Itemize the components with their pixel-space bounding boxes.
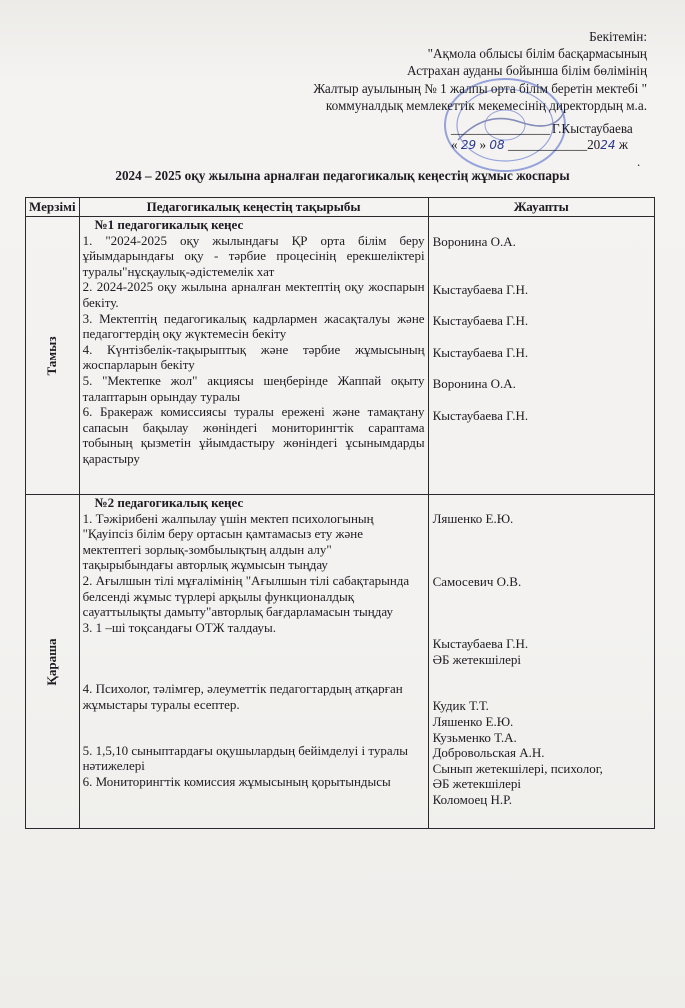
approval-line-2: Астрахан ауданы бойынша білім бөлімінің [407, 63, 647, 79]
table-row [26, 217, 655, 495]
responsible-name: Кузьменко Т.А. [432, 729, 517, 745]
responsible-cell [428, 217, 654, 495]
approval-block [313, 28, 647, 114]
header-topic: Педагогикалық кеңестің тақырыбы [79, 198, 428, 217]
header-responsible: Жауапты [428, 198, 654, 217]
responsible-name: Коломоец Н.Р. [432, 791, 513, 807]
responsible-name: Ляшенко Е.Ю. [432, 511, 514, 526]
date-month: 08 [489, 138, 505, 152]
topic-item: 1. Тәжірибені жалпылау үшін мектеп психологының "Қауіпсіз білім беру ортасын қамтамасыз ету және мектептегі зорлық-зомбылықтың алдын алу" тақырыбындағы авторлық жұмысын тыңдау [82, 510, 374, 573]
approval-heading: Бекітемін: [589, 29, 647, 44]
responsible-name: Добровольская А.Н. [432, 745, 545, 761]
month-cell [26, 217, 80, 495]
responsible-name: Кыстаубаева Г.Н. [432, 407, 529, 423]
trailing-dot: . [637, 154, 641, 169]
month-label: Қараша [44, 637, 60, 686]
responsible-name: Ляшенко Е.Ю. [432, 713, 514, 729]
topic-item: 4. Күнтізбелік-тақырыптық және тәрбие жұмысының жоспарларын бекіту [82, 341, 425, 373]
month-label: Тамыз [44, 335, 60, 376]
topic-item: 6. Бракераж комиссиясы туралы ережені және тамақтану сапасын бақылау жөніндегі мониторингтік сараптама тобының қызметін ұйымдастыру жөніндегі ұсынымдарды қарастыру [82, 404, 425, 466]
responsible-name: ӘБ жетекшілері [432, 651, 522, 667]
document-title: 2024 – 2025 оқу жылына арналған педагогикалық кеңестің жұмыс жоспары [115, 168, 570, 183]
council-title: №2 педагогикалық кеңес [94, 495, 244, 510]
responsible-name: Кыстаубаева Г.Н. [432, 281, 529, 297]
responsible-name: Самосевич О.В. [432, 573, 522, 589]
date-close-quote: » [479, 137, 487, 152]
date-suffix: ж [618, 137, 628, 152]
topic-item: 1. "2024-2025 оқу жылындағы ҚР орта білім беру ұйымдарындағы оқу - тәрбие процесінің ерекшеліктері туралы"нұсқаулық-әдістемелік хат [82, 232, 425, 279]
responsible-name: Сынып жетекшілері, психолог, [432, 760, 603, 776]
topic-cell [79, 495, 428, 829]
date-fill-line: ____________ [507, 137, 588, 152]
signature-name: Г.Кыстаубаева [552, 121, 633, 136]
approval-date [451, 137, 628, 153]
header-month: Мерзімі [26, 198, 80, 217]
responsible-name: Воронина О.А. [432, 376, 516, 392]
responsible-name: ӘБ жетекшілері [432, 776, 522, 792]
approval-line-1: "Ақмола облысы білім басқармасының [427, 46, 647, 62]
topic-item: 5. "Мектепке жол" акциясы шеңберінде Жаппай оқыту талаптарын орындау туралы [82, 372, 425, 404]
signature-line: _______________ [451, 121, 550, 136]
topic-item: 3. Мектептің педагогикалық кадрлармен жасақталуы және педагогтердің оқу жүктемесін бекіту [82, 310, 425, 342]
month-cell [26, 495, 80, 829]
topic-item: 6. Мониторингтік комиссия жұмысының қорытындысы [82, 773, 391, 789]
approval-line-3: Жалтыр ауылының № 1 жалпы орта білім беретін мектебі " [313, 80, 647, 96]
responsible-name: Кыстаубаева Г.Н. [432, 636, 529, 652]
responsible-cell [428, 495, 654, 829]
responsible-name: Кудик Т.Т. [432, 698, 489, 714]
approval-line-4: коммуналдық мемлекеттік мекемесінің директордың м.а. [325, 97, 647, 113]
council-title: №1 педагогикалық кеңес [94, 217, 244, 232]
date-year-prefix: 20 [587, 137, 601, 152]
date-year: 24 [600, 138, 616, 152]
date-open-quote: « [451, 137, 458, 152]
plan-table [25, 197, 655, 829]
table-header-row [26, 198, 655, 217]
date-day: 29 [460, 138, 477, 152]
topic-item: 5. 1,5,10 сыныптардағы оқушылардың бейімделуі і туралы нәтижелері [82, 742, 409, 774]
responsible-name: Кыстаубаева Г.Н. [432, 313, 529, 329]
topic-item: 3. 1 –ші тоқсандағы ОТЖ талдауы. [82, 619, 277, 635]
table-row [26, 495, 655, 829]
topic-item: 2. 2024-2025 оқу жылына арналған мектептің оқу жоспарын бекіту. [82, 279, 425, 310]
responsible-name: Кыстаубаева Г.Н. [432, 344, 529, 360]
topic-cell [79, 217, 428, 495]
topic-item: 4. Психолог, тәлімгер, әлеуметтік педагогтардың атқарған жұмыстары туралы есептер. [82, 681, 403, 712]
topic-item: 2. Ағылшын тілі мұғалімінің "Ағылшын тілі сабақтарында белсенді жұмыс түрлері арқылы функционалдық сауаттылықты дамыту"авторлық бағдарламасын тыңдау [82, 572, 410, 620]
responsible-name: Воронина О.А. [432, 234, 516, 249]
